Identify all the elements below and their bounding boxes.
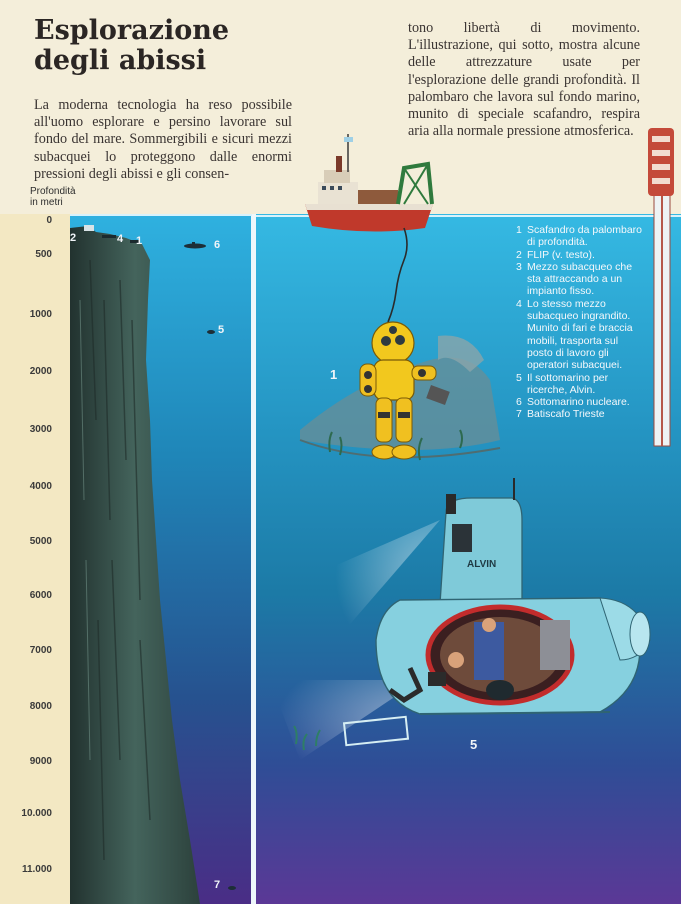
- legend-text: Sottomarino nucleare.: [527, 396, 630, 409]
- alvin-marker: 5: [470, 737, 478, 752]
- marker-2: 2: [70, 232, 77, 244]
- marker-1: 1: [136, 235, 143, 247]
- legend-number: 5: [516, 371, 522, 384]
- legend-number: 2: [516, 248, 522, 261]
- legend-text: Scafandro da palombaro di profondità.: [527, 224, 642, 249]
- title-line-1: Esplorazione: [34, 15, 230, 46]
- marker-5: 5: [218, 324, 225, 336]
- depth-scale-header: [30, 186, 76, 208]
- depth-label: 4000: [29, 481, 52, 492]
- legend-number: 1: [516, 224, 522, 236]
- diver-marker: 1: [330, 367, 338, 382]
- depth-label: 5000: [29, 536, 52, 547]
- depth-label: 6000: [29, 590, 52, 601]
- depth-header-line-2: in metri: [30, 197, 63, 208]
- intro-paragraph-left: La moderna tecnologia ha reso possibile all'uomo esplorare e persino lavorare sul fondo del mare. Sommergibili e sicuri mezzi subacquei lo proteggono dalle enormi pressioni degli abissi e gli consen-: [34, 97, 292, 182]
- depth-label: 1000: [29, 309, 52, 320]
- marker-6: 6: [214, 239, 221, 251]
- legend-text: Lo stesso mezzo subacqueo ingrandito. Munito di fari e braccia mobili, trasporta sul posto di lavoro gli operatori subacquei.: [527, 297, 633, 372]
- depth-label: 0: [46, 215, 52, 226]
- legend-number: 7: [516, 408, 522, 421]
- legend-number: 3: [516, 260, 522, 273]
- depth-label: 500: [35, 249, 52, 260]
- legend-text: FLIP (v. testo).: [527, 248, 595, 261]
- legend-text: Mezzo subacqueo che sta attraccando a un impianto fisso.: [527, 260, 633, 298]
- title-line-2: degli abissi: [34, 45, 207, 76]
- intro-paragraph-right: tono libertà di movimento. L'illustrazione, qui sotto, mostra alcune delle attrezzature usate per l'esplorazione delle grandi profondità. Il palombaro che lavora sul fondo marino, munito di speciale scafandro, respira aria alla normale pressione atmosferica.: [408, 20, 640, 140]
- depth-label: 7000: [29, 645, 52, 656]
- marker-4: 4: [117, 233, 124, 245]
- legend-text: Batiscafo Trieste: [527, 408, 605, 421]
- legend-item: [516, 408, 644, 420]
- legend-number: 6: [516, 396, 522, 409]
- alvin-hull-name: ALVIN: [467, 559, 497, 570]
- marker-7: 7: [214, 879, 221, 891]
- depth-label: 10.000: [21, 808, 52, 819]
- legend-text: Il sottomarino per ricerche, Alvin.: [527, 371, 609, 396]
- legend-item: [516, 372, 644, 397]
- legend-item: [516, 224, 644, 249]
- depth-header-line-1: Profondità: [30, 186, 76, 197]
- legend-item: [516, 396, 644, 408]
- legend-number: 4: [516, 297, 522, 310]
- page-title: [34, 16, 264, 76]
- legend-item: [516, 249, 644, 261]
- ship: [305, 134, 433, 232]
- depth-label: 11.000: [21, 864, 52, 875]
- depth-label: 9000: [29, 756, 52, 767]
- legend: [516, 224, 644, 421]
- depth-label: 3000: [29, 424, 52, 435]
- depth-label: 8000: [29, 701, 52, 712]
- depth-label: 2000: [29, 366, 52, 377]
- legend-item: [516, 298, 644, 372]
- legend-item: [516, 261, 644, 298]
